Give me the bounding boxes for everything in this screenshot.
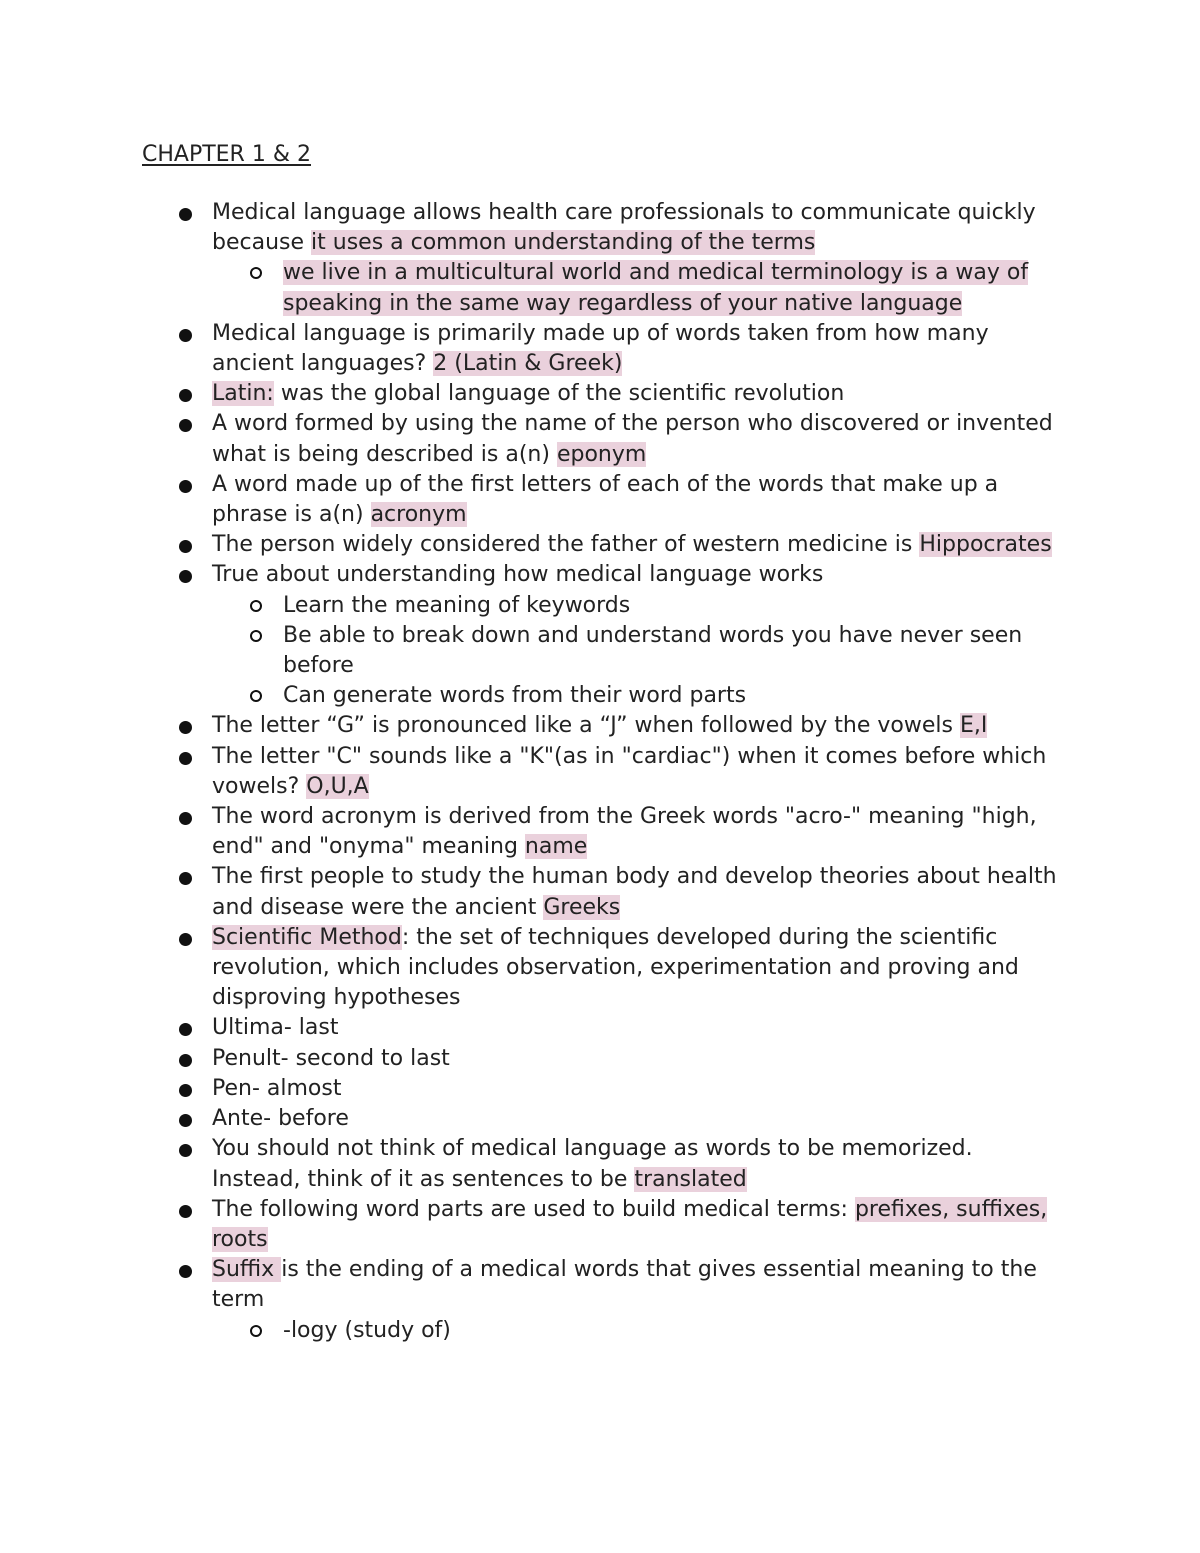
highlighted-text: we live in a multicultural world and medical terminology is a way of speaking in the same way regardless of your native language — [283, 260, 1029, 316]
highlighted-text: prefixes, suffixes, roots — [212, 1196, 1048, 1252]
item-text: The following word parts are used to build medical terms: — [212, 1196, 855, 1222]
item-text: Medical language allows health care professionals to communicate quickly because — [212, 200, 1036, 256]
hollow-bullet-icon — [250, 600, 262, 612]
item-text: : the set of techniques developed during the scientific revolution, which includes observation, experimentation and proving and disproving hypotheses — [212, 924, 1019, 1011]
bullet-icon — [179, 570, 192, 583]
highlighted-text: Suffix — [212, 1257, 282, 1283]
highlighted-text: it uses a common understanding of the terms — [311, 230, 816, 256]
highlighted-text: E,I — [959, 713, 988, 739]
item-text: is the ending of a medical words that gives essential meaning to the term — [212, 1257, 1037, 1313]
hollow-bullet-icon — [250, 267, 262, 279]
item-text: A word made up of the first letters of each of the words that make up a phrase is a(n) — [212, 471, 999, 528]
bullet-icon — [179, 208, 192, 221]
list-item — [212, 802, 1062, 862]
item-text: Penult- second to last — [212, 1045, 450, 1071]
list-item — [212, 319, 1062, 379]
list-item — [212, 1134, 1062, 1194]
bullet-icon — [179, 872, 192, 885]
bullet-icon — [179, 1054, 192, 1067]
item-text: Be able to break down and understand words you have never seen before — [283, 622, 1023, 679]
list-item — [212, 1074, 1062, 1104]
hollow-bullet-icon — [250, 630, 262, 642]
bullet-icon — [179, 933, 192, 946]
highlighted-text: O,U,A — [306, 773, 369, 799]
hollow-bullet-icon — [250, 1325, 262, 1337]
highlighted-text: name — [524, 834, 588, 860]
list-item — [212, 470, 1062, 530]
bullet-icon — [179, 1265, 192, 1278]
highlighted-text: Scientific Method — [212, 924, 402, 950]
chapter-heading: CHAPTER 1 & 2 — [142, 142, 311, 167]
highlighted-text: Hippocrates — [919, 532, 1052, 558]
highlighted-text: Latin: — [212, 381, 274, 407]
sub-list-item — [283, 591, 1043, 621]
bullet-icon — [179, 1144, 192, 1157]
list-item — [212, 1255, 1062, 1315]
item-text: Pen- almost — [212, 1075, 342, 1101]
list-item — [212, 1104, 1062, 1134]
bullet-icon — [179, 389, 192, 402]
bullet-icon — [179, 329, 192, 342]
list-item — [212, 198, 1062, 258]
list-item — [212, 530, 1062, 560]
item-text: Can generate words from their word parts — [283, 683, 747, 709]
list-item — [212, 409, 1062, 469]
bullet-icon — [179, 480, 192, 493]
bullet-icon — [179, 540, 192, 553]
sub-list-item — [283, 258, 1043, 318]
item-text: The person widely considered the father of western medicine is — [212, 532, 920, 558]
sub-list-item — [283, 621, 1043, 681]
highlighted-text: acronym — [370, 502, 467, 528]
item-text: Medical language is primarily made up of words taken from how many ancient languages? — [212, 320, 989, 377]
bullet-icon — [179, 1114, 192, 1127]
item-text: -logy (study of) — [283, 1317, 451, 1343]
sub-list-item — [283, 1316, 1043, 1346]
list-item — [212, 560, 1062, 590]
list-item — [212, 711, 1062, 741]
list-item — [212, 1195, 1062, 1255]
item-text: Ante- before — [212, 1106, 349, 1132]
item-text: was the global language of the scientific revolution — [273, 381, 845, 407]
bullet-icon — [179, 419, 192, 432]
item-text: Learn the meaning of keywords — [283, 592, 631, 618]
list-item — [212, 1044, 1062, 1074]
list-item — [212, 379, 1062, 409]
item-text: Ultima- last — [212, 1015, 339, 1041]
list-item — [212, 1013, 1062, 1043]
bullet-icon — [179, 721, 192, 734]
item-text: The first people to study the human body and develop theories about health and disease were the ancient — [212, 864, 1057, 920]
item-text: You should not think of medical language as words to be memorized. Instead, think of it as sentences to be — [212, 1136, 973, 1192]
notes-list — [0, 198, 1200, 1346]
highlighted-text: Greeks — [543, 894, 621, 920]
highlighted-text: translated — [634, 1166, 747, 1192]
list-item — [212, 923, 1062, 1014]
bullet-icon — [179, 812, 192, 825]
list-item — [212, 862, 1062, 922]
item-text: The letter "C" sounds like a "K"(as in "cardiac") when it comes before which vowels? — [212, 743, 1047, 799]
item-text: The letter “G” is pronounced like a “J” when followed by the vowels — [212, 713, 960, 739]
item-text: True about understanding how medical language works — [212, 562, 824, 588]
list-item — [212, 742, 1062, 802]
sub-list-item — [283, 681, 1043, 711]
highlighted-text: 2 (Latin & Greek) — [433, 351, 623, 377]
highlighted-text: eponym — [556, 441, 647, 467]
bullet-icon — [179, 752, 192, 765]
bullet-icon — [179, 1023, 192, 1036]
bullet-icon — [179, 1205, 192, 1218]
item-text: The word acronym is derived from the Greek words "acro-" meaning "high, end" and "onyma" meaning — [212, 804, 1037, 860]
item-text: A word formed by using the name of the person who discovered or invented what is being described is a(n) — [212, 411, 1053, 467]
bullet-icon — [179, 1084, 192, 1097]
hollow-bullet-icon — [250, 690, 262, 702]
